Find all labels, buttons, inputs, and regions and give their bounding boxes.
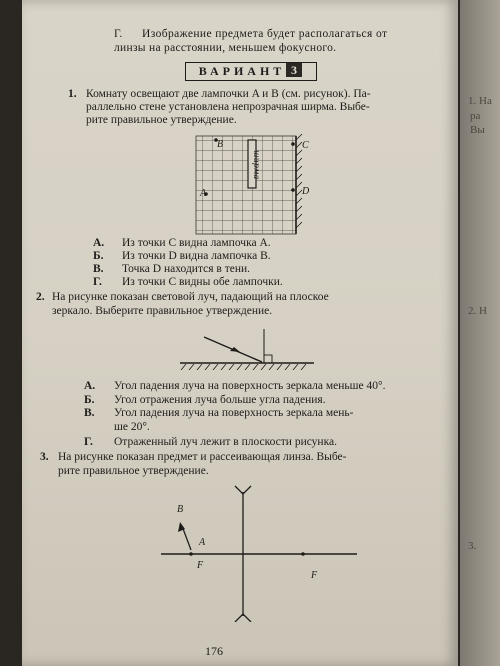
q2-line-1: На рисунке показан световой луч, падающий на плоское [52,291,329,303]
side-text-1: 1. На [468,95,492,107]
variant-label: ВАРИАНТ [198,64,286,78]
q3-number: 3. [40,451,49,463]
q1-option-b-text: Из точки D видна лампочка B. [122,250,271,262]
q2-option-b-letter: Б. [84,394,95,406]
label-f2: F [311,570,318,581]
q2-option-d-letter: Г. [84,436,93,448]
label-b3: B [177,504,184,515]
q2-option-a-text: Угол падения луча на поверхность зеркала меньше 40°. [114,380,386,392]
side-text-3: Вы [470,124,485,136]
label-d: D [302,186,310,197]
q1-line-3: рите правильное утверждение. [86,114,237,126]
q1-option-c-text: Точка D находится в тени. [122,263,251,275]
right-angle-mark [264,355,272,363]
q2-number: 2. [36,291,45,303]
q1-option-a-text: Из точки C видна лампочка A. [122,237,271,249]
q1-option-c-letter: В. [93,263,104,275]
grid-area [196,136,296,234]
q2-option-a-letter: А. [84,380,96,392]
book-page [22,0,458,666]
point-c [291,142,295,146]
q2-option-c-letter: В. [84,407,95,419]
q1-line-2: раллельно стене установлена непрозрачная ширма. Выбе- [86,101,370,113]
q3-lens-figure [147,482,367,622]
q2-option-c-text-cont: ше 20°. [114,421,150,433]
q3-line-2: рите правильное утверждение. [58,465,209,477]
side-text-5: 3. [468,540,477,552]
q2-line-2: зеркало. Выберите правильное утверждение. [52,305,273,317]
q2-mirror-figure [172,325,322,375]
q1-number: 1. [68,88,77,100]
q2-option-d-text: Отраженный луч лежит в плоскости рисунка. [114,436,337,448]
top-line-1: Изображение предмета будет располагаться от [142,28,388,40]
side-text-2: ра [470,110,481,122]
ray-arrow [230,347,240,352]
top-line-2: линзы на расстоянии, меньшем фокусного. [114,42,337,54]
top-letter: Г. [114,28,123,40]
q1-option-a-letter: А. [93,237,105,249]
adjacent-page [460,0,500,666]
mirror-hatch [181,364,306,370]
page-number: 176 [205,644,223,658]
q1-option-d-text: Из точки C видны обе лампочки. [122,276,283,288]
q1-option-d-letter: Г. [93,276,102,288]
label-b: B [217,139,224,150]
label-a: A [200,188,207,199]
q2-option-b-text: Угол отражения луча больше угла падения. [114,394,326,406]
side-text-4: 2. Н [468,305,487,317]
point-d [291,188,295,192]
focus-point-left [189,552,193,556]
label-f1: F [197,560,204,571]
q1-room-figure [172,130,312,240]
label-a3: A [199,537,206,548]
q3-line-1: На рисунке показан предмет и рассеивающая линза. Выбе- [58,451,347,463]
variant-number: 3 [286,63,302,77]
screen-label: ширма [252,150,261,180]
label-c: C [302,140,309,151]
q2-option-c-text: Угол падения луча на поверхность зеркала мень- [114,407,354,419]
focus-point-right [301,552,305,556]
q1-option-b-letter: Б. [93,250,104,262]
q1-line-1: Комнату освещают две лампочки A и B (см. рисунок). Па- [86,88,371,100]
